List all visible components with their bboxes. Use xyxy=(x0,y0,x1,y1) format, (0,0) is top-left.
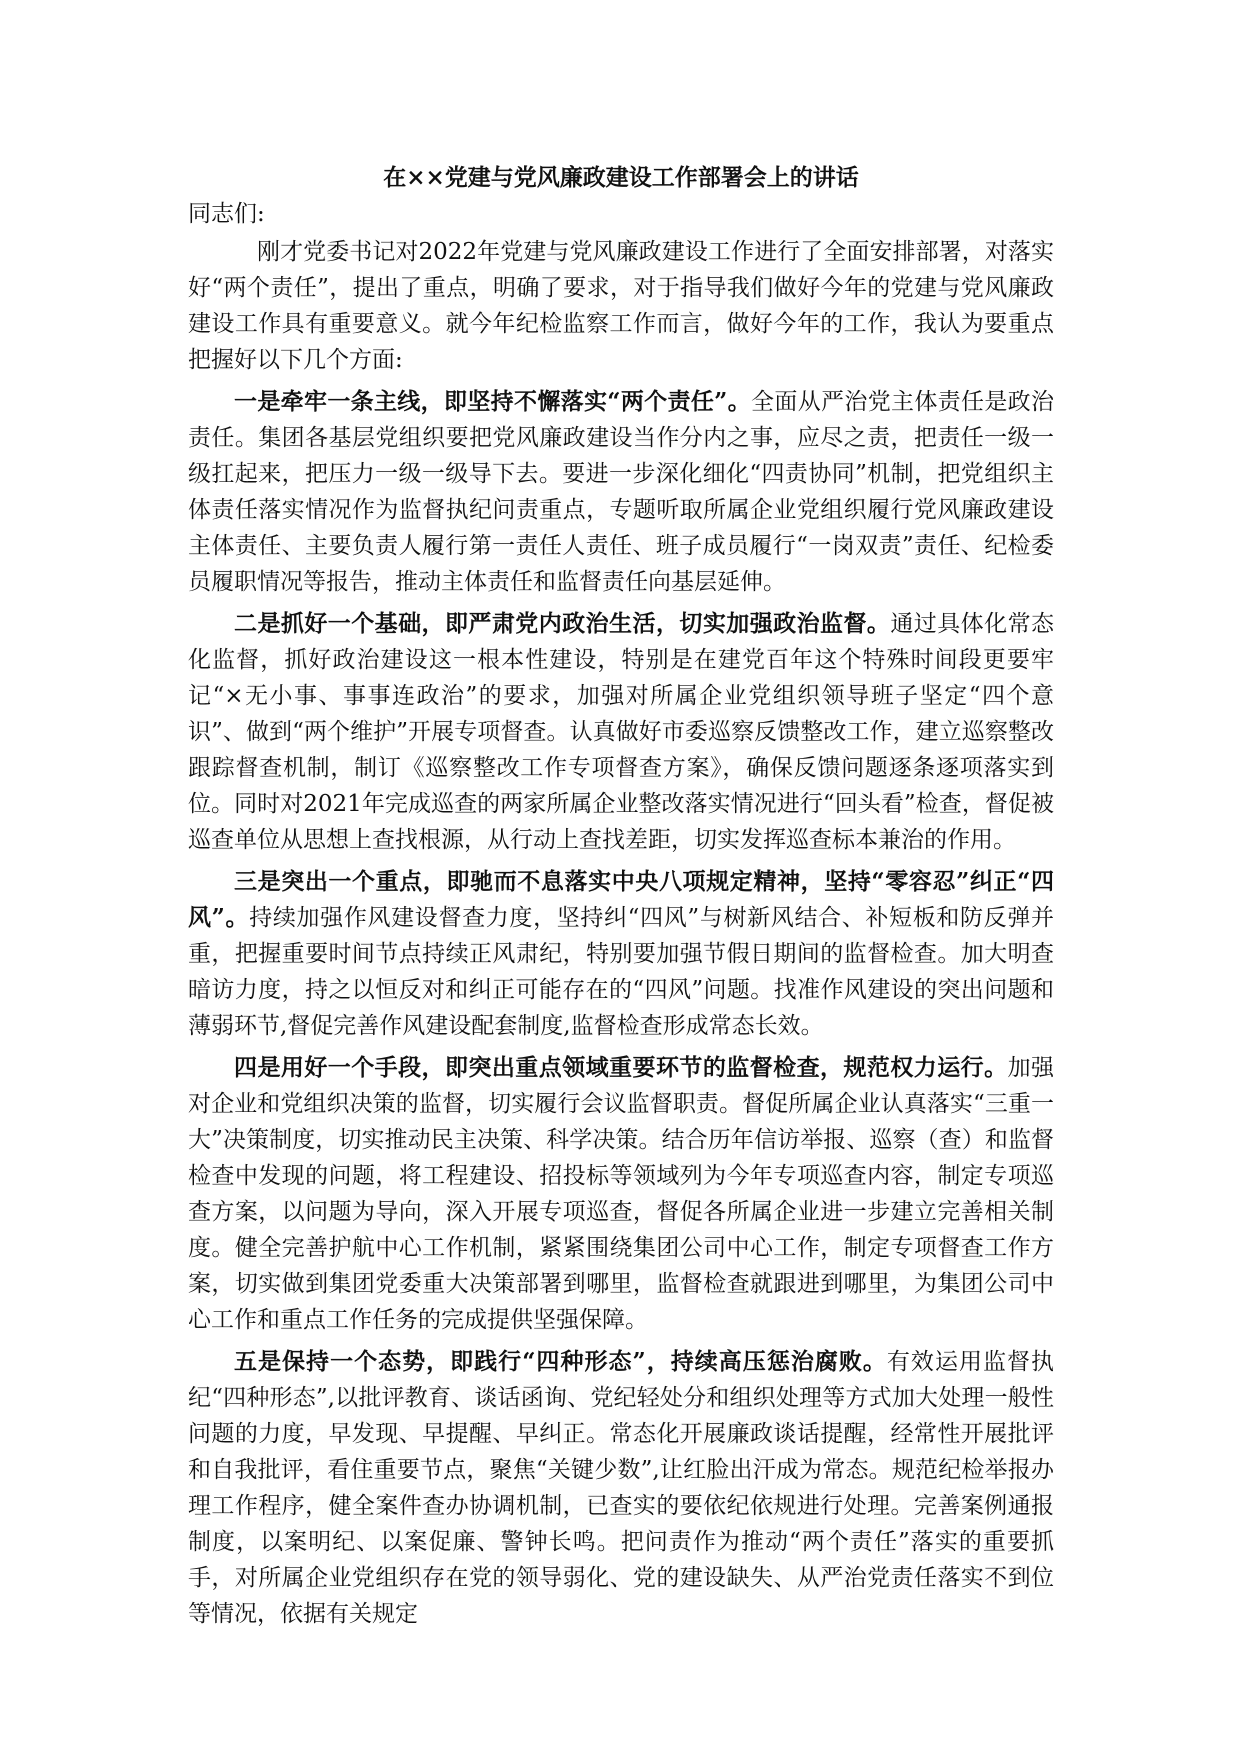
section-lead-1: 一是牵牢一条主线，即坚持不懈落实“两个责任”。 xyxy=(234,388,752,415)
section-paragraph-3 xyxy=(188,864,1054,1044)
section-body-3: 持续加强作风建设督查力度，坚持纠“四风”与树新风结合、补短板和防反弹并重，把握重要时间节点持续正风肃纪，特别要加强节假日期间的监督检查。加大明查暗访力度，持之以恒反对和纠正可能存在的“四风”问题。找准作风建设的突出问题和薄弱环节,督促完善作风建设配套制度,监督检查形成常态长效。 xyxy=(188,905,1054,1039)
section-paragraph-4 xyxy=(188,1050,1054,1338)
section-lead-5: 五是保持一个态势，即践行“四种形态”，持续高压惩治腐败。 xyxy=(234,1348,887,1375)
document-title: 在××党建与党风廉政建设工作部署会上的讲话 xyxy=(383,164,859,191)
section-lead-4: 四是用好一个手段，即突出重点领域重要环节的监督检查，规范权力运行。 xyxy=(234,1054,1008,1081)
salutation: 同志们: xyxy=(188,201,265,227)
section-paragraph-5 xyxy=(188,1344,1054,1632)
section-body-4: 加强对企业和党组织决策的监督，切实履行会议监督职责。督促所属企业认真落实“三重一大”决策制度，切实推动民主决策、科学决策。结合历年信访举报、巡察（查）和监督检查中发现的问题，将工程建设、招投标等领域列为今年专项巡查内容，制定专项巡查方案，以问题为导向，深入开展专项巡查，督促各所属企业进一步建立完善相关制度。健全完善护航中心工作机制，紧紧围绕集团公司中心工作，制定专项督查工作方案，切实做到集团党委重大决策部署到哪里，监督检查就跟进到哪里，为集团公司中心工作和重点工作任务的完成提供坚强保障。 xyxy=(188,1055,1055,1333)
section-body-2: 通过具体化常态化监督，抓好政治建设这一根本性建设，特别是在建党百年这个特殊时间段更要牢记“×无小事、事事连政治”的要求，加强对所属企业党组织领导班子坚定“四个意识”、做到“两个维护”开展专项督查。认真做好市委巡察反馈整改工作，建立巡察整改跟踪督查机制，制订《巡察整改工作专项督查方案》，确保反馈问题逐条逐项落实到位。同时对2021年完成巡查的两家所属企业整改落实情况进行“回头看”检查，督促被巡查单位从思想上查找根源，从行动上查找差距，切实发挥巡查标本兼治的作用。 xyxy=(188,611,1055,853)
section-lead-3: 三是突出一个重点，即驰而不息落实中央八项规定精神，坚持“零容忍”纠正“四风”。 xyxy=(188,868,1054,931)
section-paragraph-2 xyxy=(188,606,1054,858)
section-paragraph-1 xyxy=(188,384,1054,600)
document-page xyxy=(188,160,1054,1632)
section-body-1: 全面从严治党主体责任是政治责任。集团各基层党组织要把党风廉政建设当作分内之事，应尽之责，把责任一级一级扛起来，把压力一级一级导下去。要进一步深化细化“四责协同”机制，把党组织主体责任落实情况作为监督执纪问责重点，专题听取所属企业党组织履行党风廉政建设主体责任、主要负责人履行第一责任人责任、班子成员履行“一岗双责”责任、纪检委员履职情况等报告，推动主体责任和监督责任向基层延伸。 xyxy=(188,389,1055,595)
section-body-5: 有效运用监督执纪“四种形态”,以批评教育、谈话函询、党纪轻处分和组织处理等方式加大处理一般性问题的力度，早发现、早提醒、早纠正。常态化开展廉政谈话提醒，经常性开展批评和自我批评，看住重要节点，聚焦“关键少数”,让红脸出汗成为常态。规范纪检举报办理工作程序，健全案件查办协调机制，已查实的要依纪依规进行处理。完善案例通报制度，以案明纪、以案促廉、警钟长鸣。把问责作为推动“两个责任”落实的重要抓手，对所属企业党组织存在党的领导弱化、党的建设缺失、从严治党责任落实不到位等情况，依据有关规定 xyxy=(188,1349,1054,1627)
intro-paragraph: 刚才党委书记对2022年党建与党风廉政建设工作进行了全面安排部署，对落实好“两个责任”，提出了重点，明确了要求，对于指导我们做好今年的党建与党风廉政建设工作具有重要意义。就今年纪检监察工作而言，做好今年的工作，我认为要重点把握好以下几个方面: xyxy=(188,239,1054,373)
section-lead-2: 二是抓好一个基础，即严肃党内政治生活，切实加强政治监督。 xyxy=(234,610,891,637)
